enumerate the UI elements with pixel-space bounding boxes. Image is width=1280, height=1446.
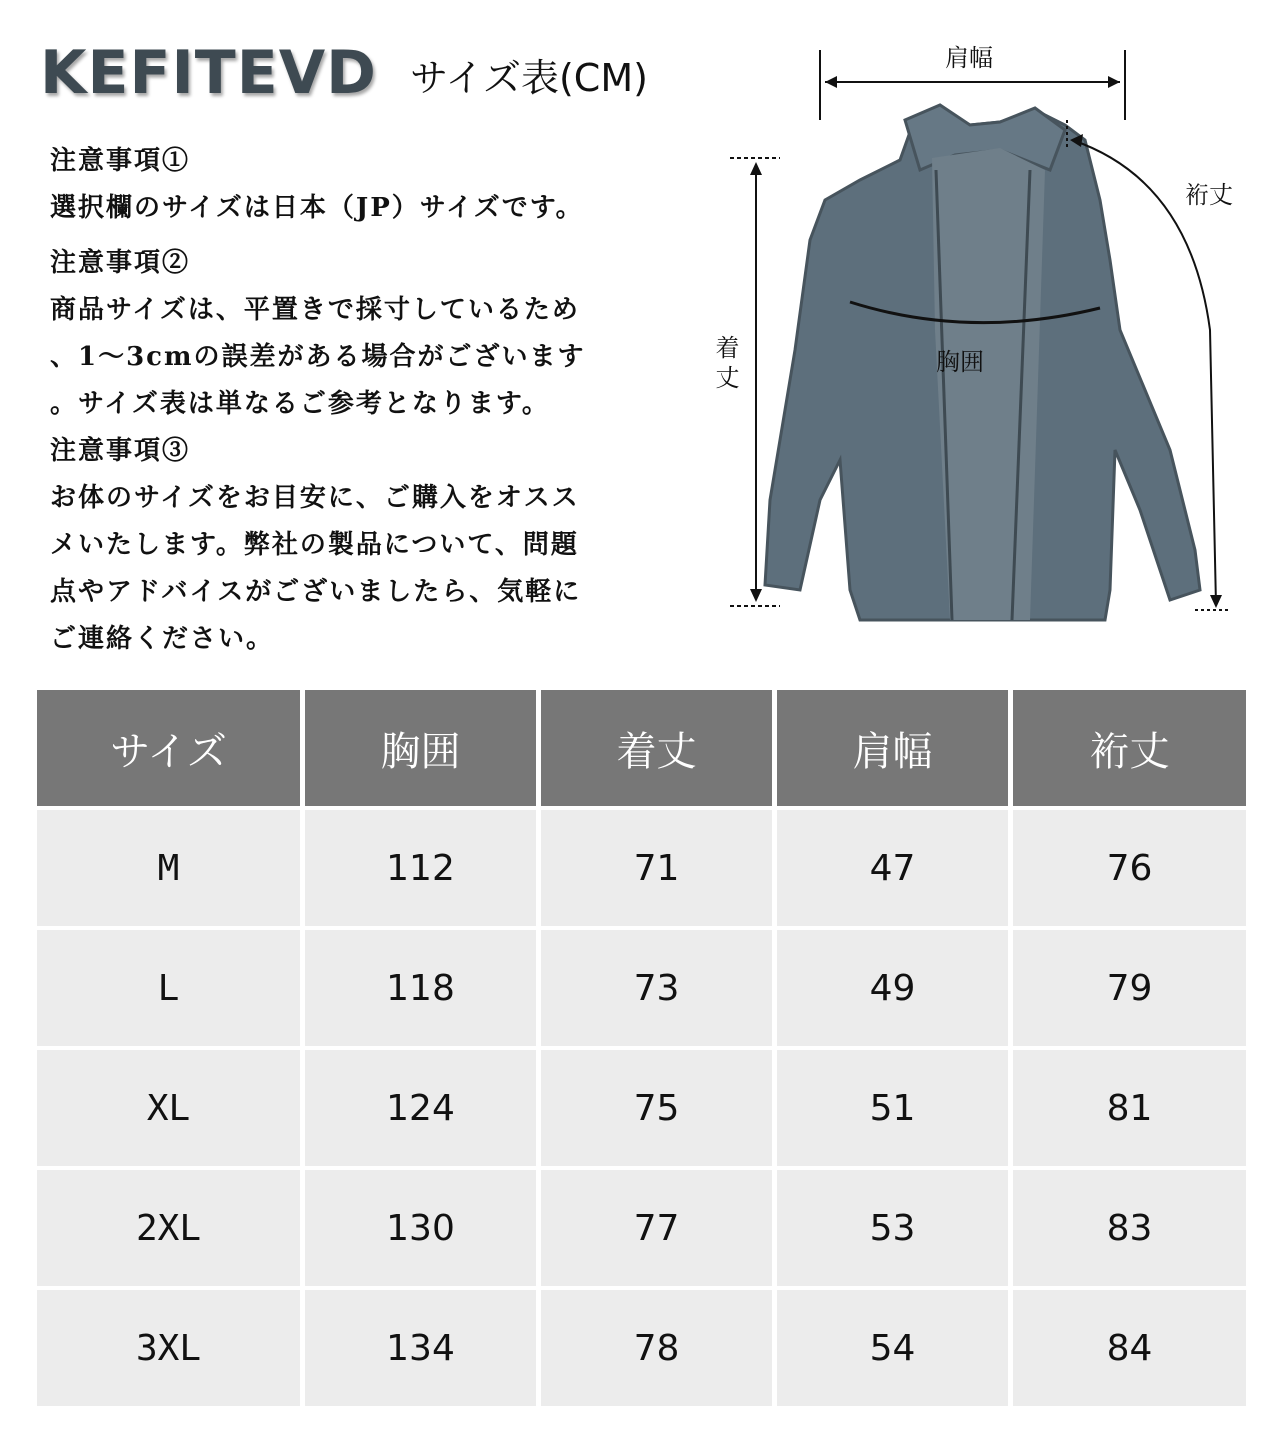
cell-sleeve: 81 [1013, 1050, 1246, 1166]
cell-chest: 134 [305, 1290, 536, 1406]
table-header-row [37, 690, 1246, 806]
table-row [37, 1290, 1246, 1406]
header-sleeve: 裄丈 [1013, 690, 1246, 806]
cell-shoulder: 51 [777, 1050, 1008, 1166]
header-chest: 胸囲 [305, 690, 536, 806]
size-table [37, 690, 1246, 1410]
cell-shoulder: 53 [777, 1170, 1008, 1286]
cell-size: XL [37, 1050, 300, 1166]
notes-section [50, 138, 690, 663]
cell-chest: 112 [305, 810, 536, 926]
note-heading-3: 注意事項③ [50, 436, 191, 466]
cell-chest: 124 [305, 1050, 536, 1166]
cell-sleeve: 76 [1013, 810, 1246, 926]
cell-sleeve: 79 [1013, 930, 1246, 1046]
cell-length: 78 [541, 1290, 772, 1406]
cell-sleeve: 83 [1013, 1170, 1246, 1286]
cell-shoulder: 54 [777, 1290, 1008, 1406]
note-heading-1: 注意事項① [50, 146, 191, 176]
header-shoulder: 肩幅 [777, 690, 1008, 806]
cell-chest: 118 [305, 930, 536, 1046]
cell-shoulder: 47 [777, 810, 1008, 926]
cell-shoulder: 49 [777, 930, 1008, 1046]
measurement-diagram [700, 30, 1260, 650]
header-size: サイズ [37, 690, 300, 806]
cell-sleeve: 84 [1013, 1290, 1246, 1406]
page-title: サイズ表(CM) [410, 56, 648, 100]
length-label: 着丈 [711, 335, 739, 395]
cell-length: 73 [541, 930, 772, 1046]
jacket-illustration [700, 30, 1260, 650]
cell-size: 3XL [37, 1290, 300, 1406]
note-line: 。サイズ表は単なるご参考となります。 [50, 389, 550, 419]
cell-size: L [37, 930, 300, 1046]
sleeve-label: 裄丈 [1185, 181, 1233, 209]
brand-logo: KEFITEVD [40, 38, 377, 108]
note-line: ご連絡ください。 [50, 624, 275, 654]
note-line: 点やアドバイスがございましたら、気軽に [50, 577, 582, 607]
chest-label: 胸囲 [936, 348, 984, 376]
table-row [37, 810, 1246, 926]
table-row [37, 1050, 1246, 1166]
shoulder-label: 肩幅 [945, 44, 993, 72]
cell-length: 77 [541, 1170, 772, 1286]
header-length: 着丈 [541, 690, 772, 806]
table-row [37, 1170, 1246, 1286]
cell-size: 2XL [37, 1170, 300, 1286]
note-heading-2: 注意事項② [50, 248, 191, 278]
cell-size: M [37, 810, 300, 926]
cell-length: 71 [541, 810, 772, 926]
table-row [37, 930, 1246, 1046]
note-line: 選択欄のサイズは日本（JP）サイズです。 [50, 193, 584, 223]
cell-length: 75 [541, 1050, 772, 1166]
note-line: 商品サイズは、平置きで採寸しているため [50, 295, 580, 325]
note-line: メいたします。弊社の製品について、問題 [50, 530, 579, 560]
note-line: 、1～3cmの誤差がある場合がございます [50, 342, 586, 372]
note-line: お体のサイズをお目安に、ご購入をオスス [50, 483, 580, 513]
cell-chest: 130 [305, 1170, 536, 1286]
